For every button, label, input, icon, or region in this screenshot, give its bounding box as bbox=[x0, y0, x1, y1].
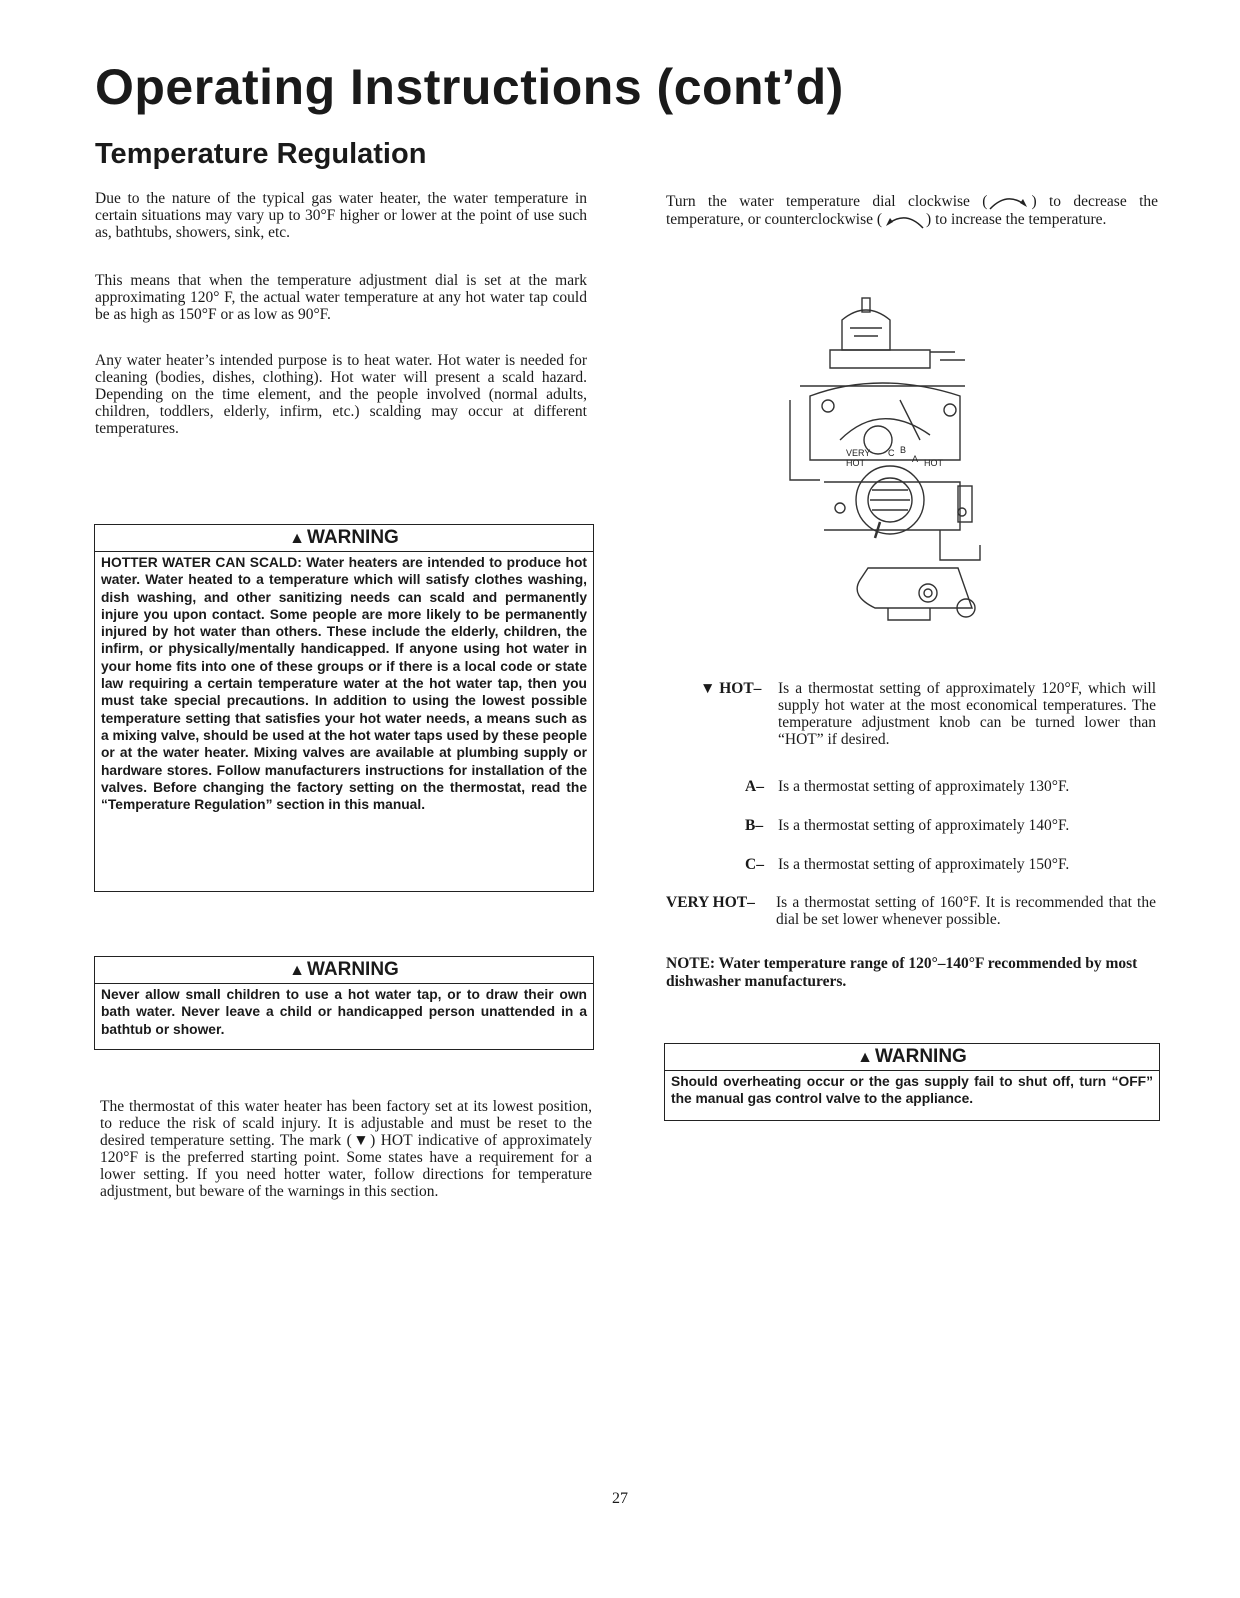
warning-triangle-icon: ▲ bbox=[289, 962, 305, 979]
scald-hazard-paragraph: Any water heater’s intended purpose is to heat water. Hot water is needed for cleaning (bodies, dishes, clothing). Hot water will present a scald hazard. Depending on the time element, and the people involved (normal adults, children, toddlers, elderly, infirm, etc.) scalding may occur at different temperatures. bbox=[95, 352, 587, 437]
thermostat-dial-diagram bbox=[780, 290, 1000, 640]
warning-triangle-icon: ▲ bbox=[289, 530, 305, 547]
page-title: Operating Instructions (cont’d) bbox=[95, 59, 844, 115]
setting-term: C– bbox=[745, 856, 764, 873]
counterclockwise-arrow-icon bbox=[882, 212, 926, 230]
clockwise-arrow-icon bbox=[987, 193, 1031, 211]
thermostat-paragraph: The thermostat of this water heater has been factory set at its lowest position, to reduce the risk of scald injury. It is adjustable and must be reset to the desired temperature setting. The mark (▼) HOT indicative of approximately 120°F is the preferred starting point. Some states have a requirement for a lower setting. If you need hotter water, follow directions for temperature adjustment, but beware of the warnings in this section. bbox=[100, 1098, 592, 1200]
overheating-warning-text: Should overheating occur or the gas supply fail to shut off, turn “OFF” the manual gas control valve to the appliance. bbox=[671, 1074, 1153, 1107]
setting-c bbox=[745, 856, 1160, 876]
setting-description: Is a thermostat setting of approximately 140°F. bbox=[778, 817, 1070, 834]
setting-description: Is a thermostat setting of approximately 120°F, which will supply hot water at the most economical temperatures. The temperature adjustment knob can be turned lower than “HOT” if desired. bbox=[778, 680, 1156, 748]
warning-heading: ▲ WARNING bbox=[665, 1044, 1159, 1071]
setting-term: B– bbox=[745, 817, 764, 834]
overheating-warning-box bbox=[664, 1043, 1160, 1121]
warning-triangle-icon: ▲ bbox=[857, 1049, 873, 1066]
warning-heading: ▲ WARNING bbox=[95, 525, 593, 552]
page-number: 27 bbox=[612, 1490, 628, 1507]
setting-a bbox=[745, 778, 1160, 798]
warning-heading: ▲ WARNING bbox=[95, 957, 593, 984]
dial-label-hot: HOT bbox=[924, 458, 943, 468]
setting-very-hot bbox=[666, 894, 1160, 934]
scald-warning-box bbox=[94, 524, 594, 892]
setting-description: Is a thermostat setting of 160°F. It is recommended that the dial be set lower whenever possible. bbox=[776, 894, 1156, 928]
setting-b bbox=[745, 817, 1160, 837]
dial-instruction: Turn the water temperature dial clockwise ( ) to decrease the temperature, or counterclockwise ( ) to increase the temperature. bbox=[666, 193, 1159, 229]
dial-setting-paragraph: This means that when the temperature adjustment dial is set at the mark approximating 120° F, the actual water temperature at any hot water tap could be as high as 150°F or as low as 90°F. bbox=[95, 272, 587, 323]
dishwasher-note: NOTE: Water temperature range of 120°–140°F recommended by most dishwasher manufacturers. bbox=[666, 955, 1138, 990]
setting-hot bbox=[700, 680, 1160, 760]
children-warning-box bbox=[94, 956, 594, 1050]
section-title: Temperature Regulation bbox=[95, 138, 427, 170]
dial-label-very-hot: HOT bbox=[846, 458, 865, 468]
setting-description: Is a thermostat setting of approximately 130°F. bbox=[778, 778, 1070, 795]
setting-term: VERY HOT– bbox=[666, 894, 755, 911]
dial-label-c: C bbox=[888, 448, 895, 458]
dial-label-b: B bbox=[900, 445, 907, 455]
setting-term: A– bbox=[745, 778, 764, 795]
scald-warning-text: HOTTER WATER CAN SCALD: Water heaters are intended to produce hot water. Water heated to a temperature which will satisfy clothes washing, dish washing, and other sanitizing needs can scald and permanently injure you upon contact. Some people are more likely to be permanently injured by hot water than others. These include the elderly, children, the infirm, or physically/mentally handicapped. If anyone using hot water in your home fits into one of these groups or if there is a local code or state law requiring a certain temperature water at the hot water tap, then you must take special precautions. In addition to using the lowest possible temperature setting that satisfies your hot water needs, a means such as a mixing valve, should be used at the hot water taps used by these people or at the water heater. Mixing valves are available at plumbing supply or hardware stores. Follow manufacturers instructions for installation of the valves. Before changing the factory setting on the thermostat, read the “Temperature Regulation” section in this manual. bbox=[101, 555, 587, 813]
children-warning-text: Never allow small children to use a hot water tap, or to draw their own bath water. Never leave a child or handicapped person unattended in a bathtub or shower. bbox=[101, 987, 587, 1037]
setting-term: ▼ HOT– bbox=[700, 680, 762, 697]
dial-label-very: VERY bbox=[846, 448, 871, 458]
intro-paragraph: Due to the nature of the typical gas water heater, the water temperature in certain situations may vary up to 30°F higher or lower at the point of use such as, bathtubs, showers, sink, etc. bbox=[95, 190, 587, 241]
dial-label-a: A bbox=[912, 454, 919, 464]
setting-description: Is a thermostat setting of approximately 150°F. bbox=[778, 856, 1070, 873]
